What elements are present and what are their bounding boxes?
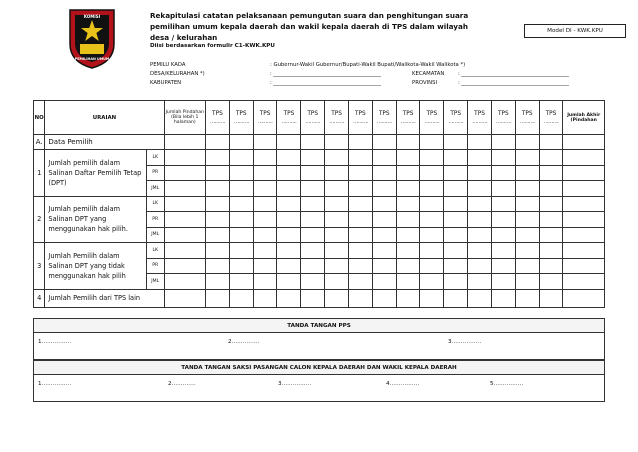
lk-label: LK: [146, 243, 164, 259]
saksi-signature-slot[interactable]: 5.……………: [490, 381, 524, 387]
kpu-logo: [66, 8, 118, 70]
section-letter: A.: [34, 135, 45, 150]
provinsi-value: : ____________________________________________: [458, 80, 569, 86]
section-title: Data Pemilih: [45, 135, 164, 150]
col-tps: TPS ……….: [372, 101, 396, 135]
lk-label: LK: [146, 196, 164, 212]
col-no: NO: [34, 101, 45, 135]
col-tps: TPS ……….: [325, 101, 349, 135]
pps-signature-title: TANDA TANGAN PPS: [34, 319, 604, 333]
pr-label: PR: [146, 258, 164, 274]
saksi-signature-box: [33, 360, 605, 402]
section-row: [34, 135, 605, 150]
col-tps: TPS ……….: [468, 101, 492, 135]
saksi-signature-slot[interactable]: 1.……………: [38, 381, 72, 387]
col-jumlah-akhir: Jumlah Akhir (Pindahan: [563, 101, 605, 135]
desa-label: DESA/KELURAHAN *): [150, 71, 205, 77]
pps-signature-slot[interactable]: 1.……………: [38, 339, 72, 345]
table-row: [34, 150, 605, 166]
col-tps: TPS ……….: [277, 101, 301, 135]
pr-label: PR: [146, 165, 164, 181]
col-tps: TPS ……….: [348, 101, 372, 135]
logo-top-text: KOMISI: [83, 14, 101, 19]
col-tps: TPS ……….: [396, 101, 420, 135]
table-row: [34, 196, 605, 212]
row-number: 2: [34, 196, 45, 243]
col-tps: TPS ……….: [444, 101, 468, 135]
saksi-signature-slot[interactable]: 2.…………: [168, 381, 196, 387]
model-badge: Model DI - KWK.KPU: [524, 24, 626, 38]
col-tps: TPS ……….: [515, 101, 539, 135]
col-tps: TPS ……….: [253, 101, 277, 135]
row-label: Jumlah Pemilih dari TPS lain: [45, 289, 164, 307]
pr-label: PR: [146, 212, 164, 228]
saksi-signature-slot[interactable]: 3.……………: [278, 381, 312, 387]
table-header-row: [34, 101, 605, 135]
jml-label: JML: [146, 227, 164, 243]
document-title: Rekapitulasi catatan pelaksanaan pemungutan suara dan penghitungan suara pemilihan umum kepala daerah dan wakil kepala daerah di TPS dalam wilayah desa / kelurahan: [150, 11, 469, 42]
kecamatan-label: KECAMATAN: [412, 71, 445, 77]
logo-bottom-text: PEMILIHAN UMUM: [74, 57, 110, 61]
col-uraian: URAIAN: [45, 101, 164, 135]
col-pindahan: Jumlah Pindahan (Bila lebih 1 halaman): [164, 101, 205, 135]
jml-label: JML: [146, 274, 164, 290]
row-label: Jumlah pemilih dalam Salinan Daftar Pemilih Tetap (DPT): [45, 150, 147, 197]
kabupaten-value: : ____________________________________________: [270, 80, 381, 86]
row-label: Jumlah Pemilih dalam Salinan DPT yang tidak menggunakan hak pilih: [45, 243, 147, 290]
col-tps: TPS ……….: [420, 101, 444, 135]
desa-value: : ____________________________________________: [270, 71, 381, 77]
document-subtitle: Diisi berdasarkan formulir C1-KWK.KPU: [150, 43, 275, 49]
row-number: 1: [34, 150, 45, 197]
pps-signature-slot[interactable]: 3.……………: [448, 339, 482, 345]
col-tps: TPS ……….: [206, 101, 230, 135]
pps-signature-slot[interactable]: 2.…………..: [228, 339, 260, 345]
col-tps: TPS ……….: [539, 101, 563, 135]
col-tps: TPS ……….: [229, 101, 253, 135]
pemilu-value: : Gubernur-Wakil Gubernur/Bupati-Wakil Bupati/Walikota-Wakil Walikota *): [270, 62, 466, 68]
jml-label: JML: [146, 181, 164, 197]
col-tps: TPS ……….: [301, 101, 325, 135]
table-row: [34, 289, 605, 307]
kabupaten-label: KABUPATEN: [150, 80, 182, 86]
provinsi-label: PROVINSI: [412, 80, 438, 86]
table-row: [34, 243, 605, 259]
data-pemilih-table: [33, 100, 605, 308]
row-label: Jumlah pemilih dalam Salinan DPT yang menggunakan hak pilih.: [45, 196, 147, 243]
col-tps: TPS ……….: [491, 101, 515, 135]
saksi-signature-title: TANDA TANGAN SAKSI PASANGAN CALON KEPALA DAERAH DAN WAKIL KEPALA DAERAH: [34, 361, 604, 375]
row-number: 3: [34, 243, 45, 290]
lk-label: LK: [146, 150, 164, 166]
saksi-signature-slot[interactable]: 4.……………: [386, 381, 420, 387]
kecamatan-value: : ____________________________________________: [458, 71, 569, 77]
pemilu-label: PEMILU KADA: [150, 62, 186, 68]
row-number: 4: [34, 289, 45, 307]
pps-signature-box: [33, 318, 605, 360]
